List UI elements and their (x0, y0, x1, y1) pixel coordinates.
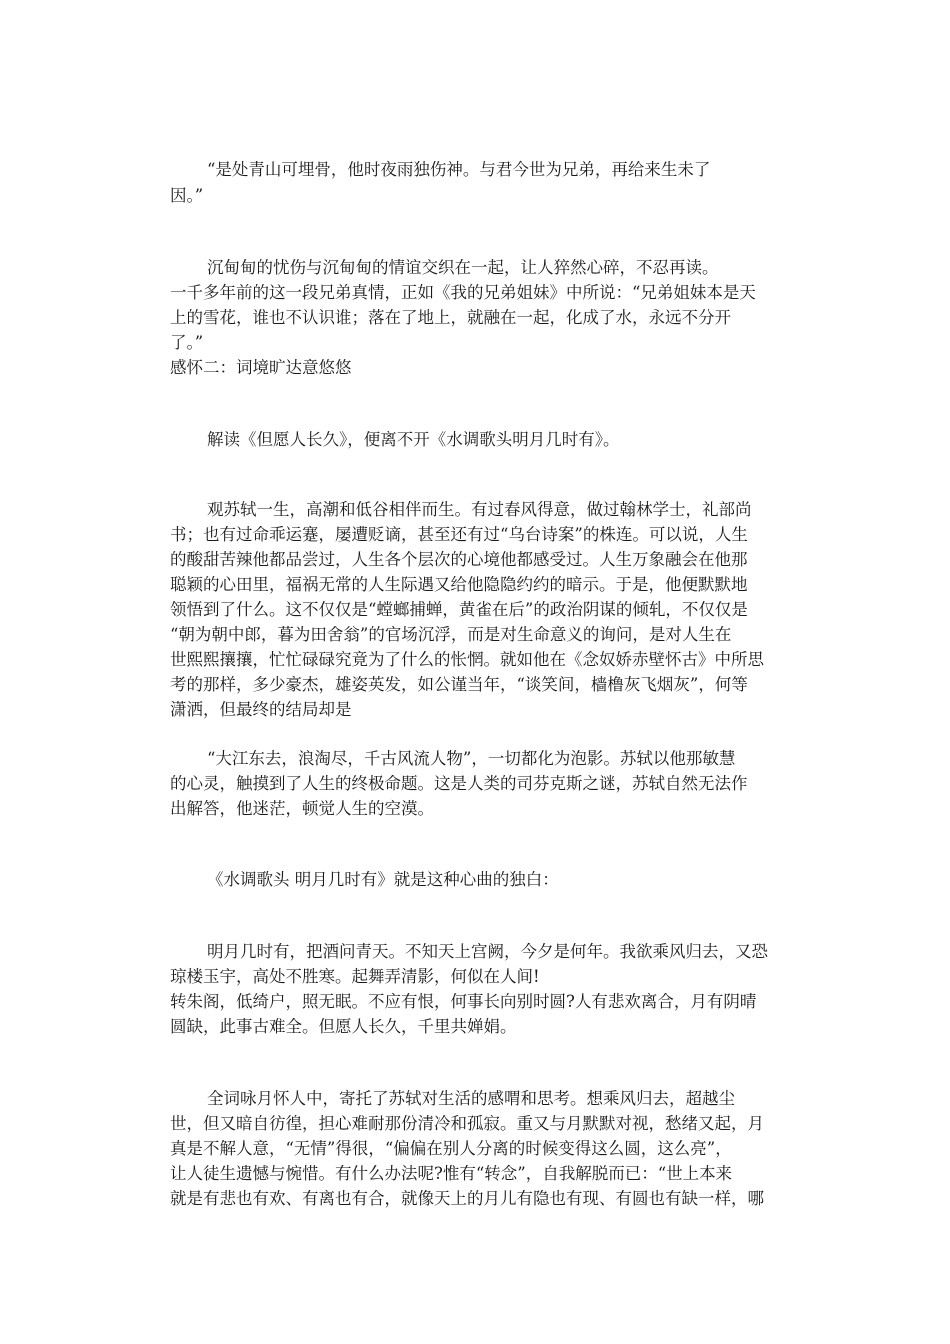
text-line: 一千多年前的这一段兄弟真情，正如《我的兄弟姐妹》中所说：“兄弟姐妹本是天 (170, 283, 756, 302)
text-line: 了。” (170, 333, 204, 352)
text-line: 的酸甜苦辣他都品尝过，人生各个层次的心境他都感受过。人生万象融会在他那 (170, 550, 748, 569)
poem-line: 圆缺，此事古难全。但愿人长久，千里共婵娟。 (170, 1017, 517, 1036)
text-line: 领悟到了什么。这不仅仅是“螳螂捕蝉，黄雀在后”的政治阴谋的倾轧，不仅仅是 (170, 600, 748, 619)
section-heading: 感怀二：词境旷达意悠悠 (170, 358, 352, 377)
text-line: 潇洒，但最终的结局却是 (170, 700, 352, 719)
poem-line: 转朱阁，低绮户，照无眠。不应有恨，何事长向别时圆?人有悲欢离合，月有阴晴 (170, 992, 757, 1011)
text-line: 考的那样，多少豪杰，雄姿英发，如公谨当年，“谈笑间，樯橹灰飞烟灰”，何等 (170, 675, 748, 694)
text-line: 就是有悲也有欢、有离也有合，就像天上的月儿有隐也有现、有圆也有缺一样，哪 (170, 1189, 764, 1208)
text-line: 真是不解人意，“无情”得很，“偏偏在别人分离的时候变得这么圆，这么亮”， (170, 1139, 732, 1158)
text-line: 全词咏月怀人中，寄托了苏轼对生活的感喟和思考。想乘风归去，超越尘 (207, 1089, 735, 1108)
text-line: 的心灵，触摸到了人生的终极命题。这是人类的司芬克斯之谜，苏轼自然无法作 (170, 774, 748, 793)
text-line: 让人徒生遗憾与惋惜。有什么办法呢?惟有“转念”，自我解脱而已：“世上本来 (170, 1164, 733, 1183)
text-line: 书；也有过命乖运蹇，屡遭贬谪，甚至还有过“乌台诗案”的株连。可以说，人生 (170, 525, 748, 544)
text-line: 世熙熙攘攘，忙忙碌碌究竟为了什么的怅惘。就如他在《念奴娇赤壁怀古》中所思 (170, 650, 764, 669)
text-line: “朝为朝中郎，暮为田舍翁”的官场沉浮，而是对生命意义的询问，是对人生在 (170, 625, 732, 644)
text-line: “是处青山可埋骨，他时夜雨独伤神。与君今世为兄弟，再给来生未了 (207, 160, 711, 179)
text-line: 聪颖的心田里，福祸无常的人生际遇又给他隐隐约约的暗示。于是，他便默默地 (170, 575, 748, 594)
text-line: 出解答，他迷茫，顿觉人生的空漠。 (170, 799, 434, 818)
poem-line: 琼楼玉宇，高处不胜寒。起舞弄清影，何似在人间! (170, 967, 540, 986)
text-line: 沉甸甸的忧伤与沉甸甸的情谊交织在一起，让人猝然心碎，不忍再读。 (207, 258, 719, 277)
poem-line: 明月几时有，把酒问青天。不知天上宫阙，今夕是何年。我欲乘风归去，又恐 (207, 942, 768, 961)
text-line: 《水调歌头 明月几时有》就是这种心曲的独白： (207, 870, 559, 889)
text-line: 解读《但愿人长久》，便离不开《水调歌头明月几时有》。 (207, 430, 620, 449)
text-line: “大江东去，浪淘尽，千古风流人物”，一切都化为泡影。苏轼以他那敏慧 (207, 749, 736, 768)
text-line: 世，但又暗自彷徨，担心难耐那份清冷和孤寂。重又与月默默对视，愁绪又起，月 (170, 1114, 764, 1133)
text-line: 上的雪花，谁也不认识谁；落在了地上，就融在一起，化成了水，永远不分开 (170, 308, 731, 327)
text-line: 因。” (170, 186, 204, 205)
text-line: 观苏轼一生，高潮和低谷相伴而生。有过春风得意，做过翰林学士，礼部尚 (207, 500, 752, 519)
